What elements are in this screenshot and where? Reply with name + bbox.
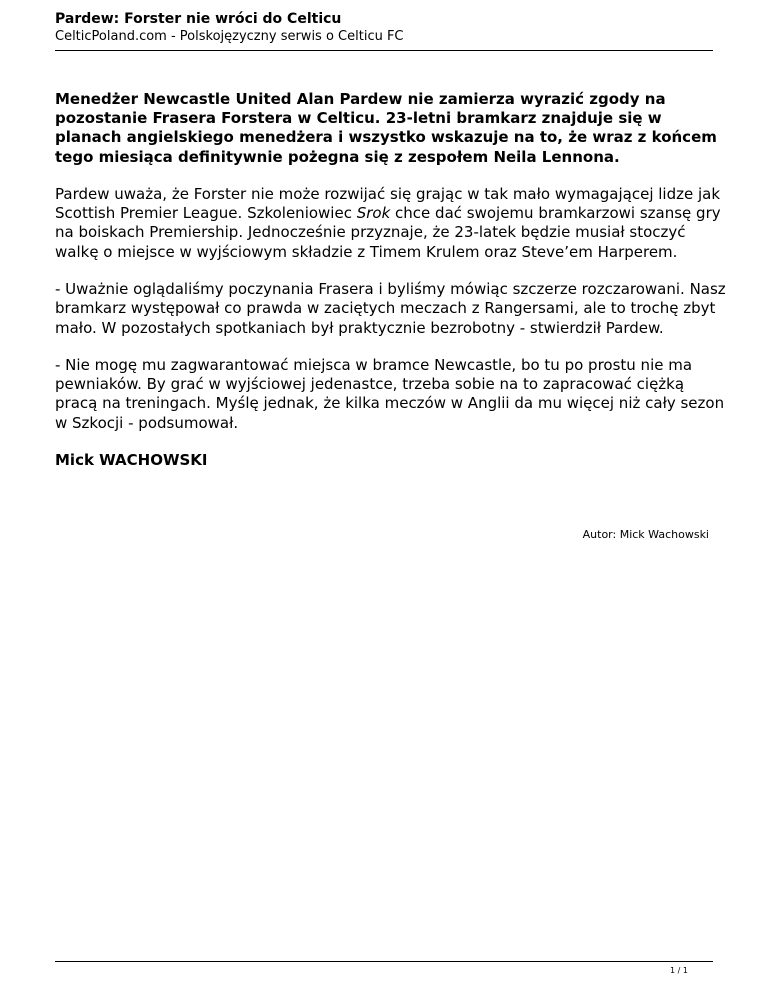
paragraph-1-text-start: Pardew uważa, że Forster nie może rozwijać się grając w tak mało wymagającej lidze jak Scottish Premier League. Szkoleniowiec — [55, 184, 721, 223]
author-line: Autor: Mick Wachowski — [582, 528, 709, 541]
article-paragraph-2: - Uważnie oglądaliśmy poczynania Frasera i byliśmy mówiąc szczerze rozczarowani. Nasz bramkarz występował co prawda w zaciętych meczach z Rangersami, ale to trochę zbyt mało. W pozostałych spotkaniach był praktycznie bezrobotny - stwierdził Pardew. — [55, 280, 726, 337]
article-body — [55, 90, 727, 470]
article-signature: Mick WACHOWSKI — [55, 451, 208, 470]
header-divider — [55, 50, 713, 51]
page-header — [55, 11, 713, 45]
article-paragraph-3: - Nie mogę mu zagwarantować miejsca w bramce Newcastle, bo tu po prostu nie ma pewniaków. By grać w wyjściowej jedenastce, trzeba sobie na to zapracować ciężką pracą na treningach. Myślę jednak, że kilka meczów w Anglii da mu więcej niż cały sezon w Szkocji - podsumował. — [55, 355, 725, 432]
header-title: Pardew: Forster nie wróci do Celticu — [55, 11, 342, 27]
paragraph-1-italic-nickname: Srok — [356, 204, 391, 223]
header-subtitle: CelticPoland.com - Polskojęzyczny serwis o Celticu FC — [55, 29, 404, 44]
article-lead: Menedżer Newcastle United Alan Pardew nie zamierza wyrazić zgody na pozostanie Frasera Forstera w Celticu. 23-letni bramkarz znajduje się w planach angielskiego menedżera i wszystko wskazuje na to, że wraz z końcem tego miesiąca definitywnie pożegna się z zespołem Neila Lennona. — [55, 90, 717, 166]
page-number: 1 / 1 — [670, 966, 688, 975]
article-paragraph-1 — [55, 185, 727, 262]
footer-divider — [55, 961, 713, 962]
paragraph-1-text-end: chce dać swojemu bramkarzowi szansę gry na boiskach Premiership. Jednocześnie przyznaje, że 23-latek będzie musiał stoczyć walkę o miejsce w wyjściowym składzie z Timem Krulem oraz Steve’em Harperem. — [55, 204, 721, 261]
